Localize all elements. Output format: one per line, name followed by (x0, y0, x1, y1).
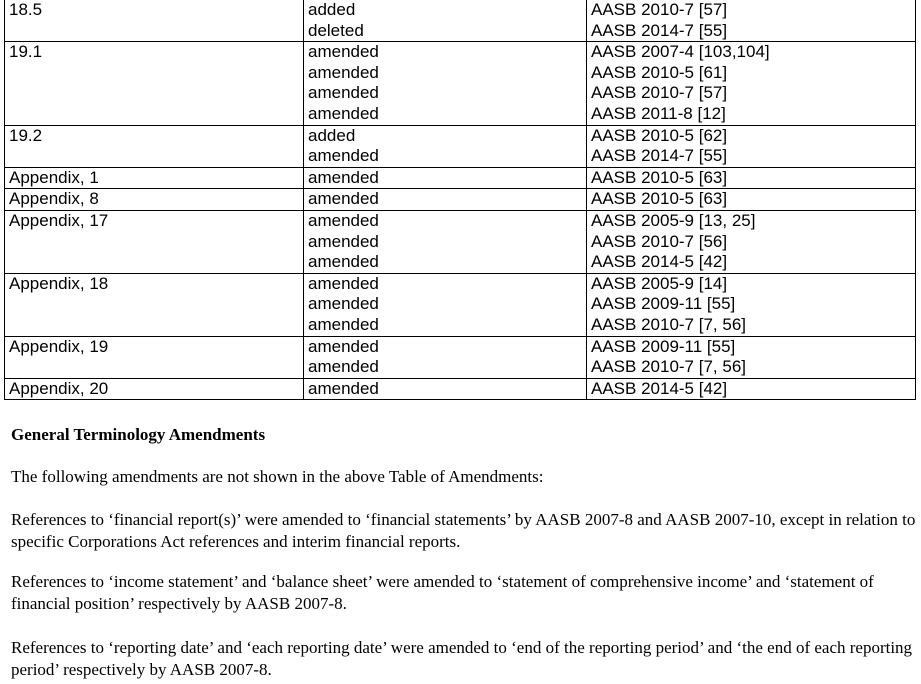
action-text: amended (308, 294, 379, 314)
source-text: AASB 2010-7 [57] (591, 0, 728, 19)
action-text: added (308, 125, 356, 145)
table-row (5, 210, 916, 273)
paragraph-cell (5, 125, 304, 167)
table-row (5, 125, 916, 167)
table-row (5, 378, 916, 400)
action-text: amended (308, 357, 379, 377)
source-text: AASB 2010-7 [7, 56] (591, 357, 746, 377)
intro-paragraph: The following amendments are not shown in the above Table of Amendments: (11, 467, 544, 486)
paragraph-cell (5, 0, 304, 42)
action-text: amended (308, 146, 379, 166)
section-heading: General Terminology Amendments (11, 425, 266, 444)
source-text: AASB 2010-5 [62] (591, 125, 728, 145)
action-cell (304, 167, 587, 189)
source-text: AASB 2007-4 [103,104] (591, 42, 770, 62)
action-text: amended (308, 252, 379, 272)
source-text: AASB 2014-7 [55] (591, 146, 728, 166)
source-cell (587, 336, 916, 378)
table-row (5, 273, 916, 336)
source-text: AASB 2009-11 [55] (591, 336, 736, 356)
source-text: AASB 2005-9 [14] (591, 273, 728, 293)
paragraph-ref: Appendix, 17 (9, 210, 109, 230)
action-cell (304, 210, 587, 273)
source-text: AASB 2010-5 [61] (591, 62, 728, 82)
paragraph-ref: Appendix, 20 (9, 378, 109, 398)
source-text: AASB 2014-5 [42] (591, 378, 728, 398)
action-text: amended (308, 314, 379, 334)
source-text: AASB 2009-11 [55] (591, 294, 736, 314)
source-cell (587, 189, 916, 211)
paragraph-cell (5, 336, 304, 378)
paragraph-ref: 18.5 (9, 0, 43, 19)
amendments-table-body (5, 0, 916, 400)
source-text: AASB 2010-7 [56] (591, 231, 728, 251)
paragraph-ref: 19.2 (9, 125, 43, 145)
paragraph-cell (5, 378, 304, 400)
action-text: amended (308, 231, 379, 251)
source-text: AASB 2010-7 [57] (591, 83, 728, 103)
action-text: amended (308, 62, 379, 82)
action-cell (304, 378, 587, 400)
action-text: amended (308, 378, 379, 398)
source-cell (587, 378, 916, 400)
source-cell (587, 42, 916, 125)
amendments-table (4, 0, 916, 400)
paragraph-cell (5, 189, 304, 211)
table-row (5, 336, 916, 378)
action-text: amended (308, 42, 379, 62)
paragraph-ref: Appendix, 1 (9, 167, 99, 187)
action-text: amended (308, 103, 379, 123)
terminology-paragraph: References to ‘financial report(s)’ were amended to ‘financial statements’ by AASB 2007-8 and AASB 2007-10, except in relation to specific Corporations Act references and interim financial reports. (11, 510, 916, 551)
source-text: AASB 2010-5 [63] (591, 189, 728, 209)
action-cell (304, 336, 587, 378)
action-text: amended (308, 83, 379, 103)
action-text: amended (308, 273, 379, 293)
source-cell (587, 273, 916, 336)
action-cell (304, 0, 587, 42)
paragraph-ref: 19.1 (9, 42, 43, 62)
table-row (5, 42, 916, 125)
action-text: added (308, 0, 356, 19)
source-text: AASB 2010-7 [7, 56] (591, 314, 746, 334)
source-text: AASB 2005-9 [13, 25] (591, 210, 756, 230)
action-text: amended (308, 210, 379, 230)
action-cell (304, 273, 587, 336)
action-cell (304, 189, 587, 211)
source-text: AASB 2014-5 [42] (591, 252, 728, 272)
terminology-paragraph: References to ‘reporting date’ and ‘each reporting date’ were amended to ‘end of the reporting period’ and ‘the end of each reporting period’ respectively by AASB 2007-8. (11, 638, 913, 679)
paragraph-cell (5, 167, 304, 189)
paragraph-cell (5, 42, 304, 125)
paragraph-cell (5, 210, 304, 273)
action-text: amended (308, 189, 379, 209)
action-cell (304, 42, 587, 125)
table-row (5, 189, 916, 211)
source-text: AASB 2014-7 [55] (591, 20, 728, 40)
source-cell (587, 167, 916, 189)
source-cell (587, 125, 916, 167)
action-text: amended (308, 167, 379, 187)
paragraph-cell (5, 273, 304, 336)
table-row (5, 0, 916, 42)
terminology-paragraph: References to ‘income statement’ and ‘balance sheet’ were amended to ‘statement of comprehensive income’ and ‘statement of financial position’ respectively by AASB 2007-8. (11, 572, 874, 613)
action-text: amended (308, 336, 379, 356)
source-text: AASB 2010-5 [63] (591, 167, 728, 187)
source-cell (587, 0, 916, 42)
paragraph-ref: Appendix, 8 (9, 189, 99, 209)
source-cell (587, 210, 916, 273)
action-text: deleted (308, 20, 364, 40)
paragraph-ref: Appendix, 19 (9, 336, 109, 356)
paragraph-ref: Appendix, 18 (9, 273, 109, 293)
table-row (5, 167, 916, 189)
source-text: AASB 2011-8 [12] (591, 103, 726, 123)
action-cell (304, 125, 587, 167)
